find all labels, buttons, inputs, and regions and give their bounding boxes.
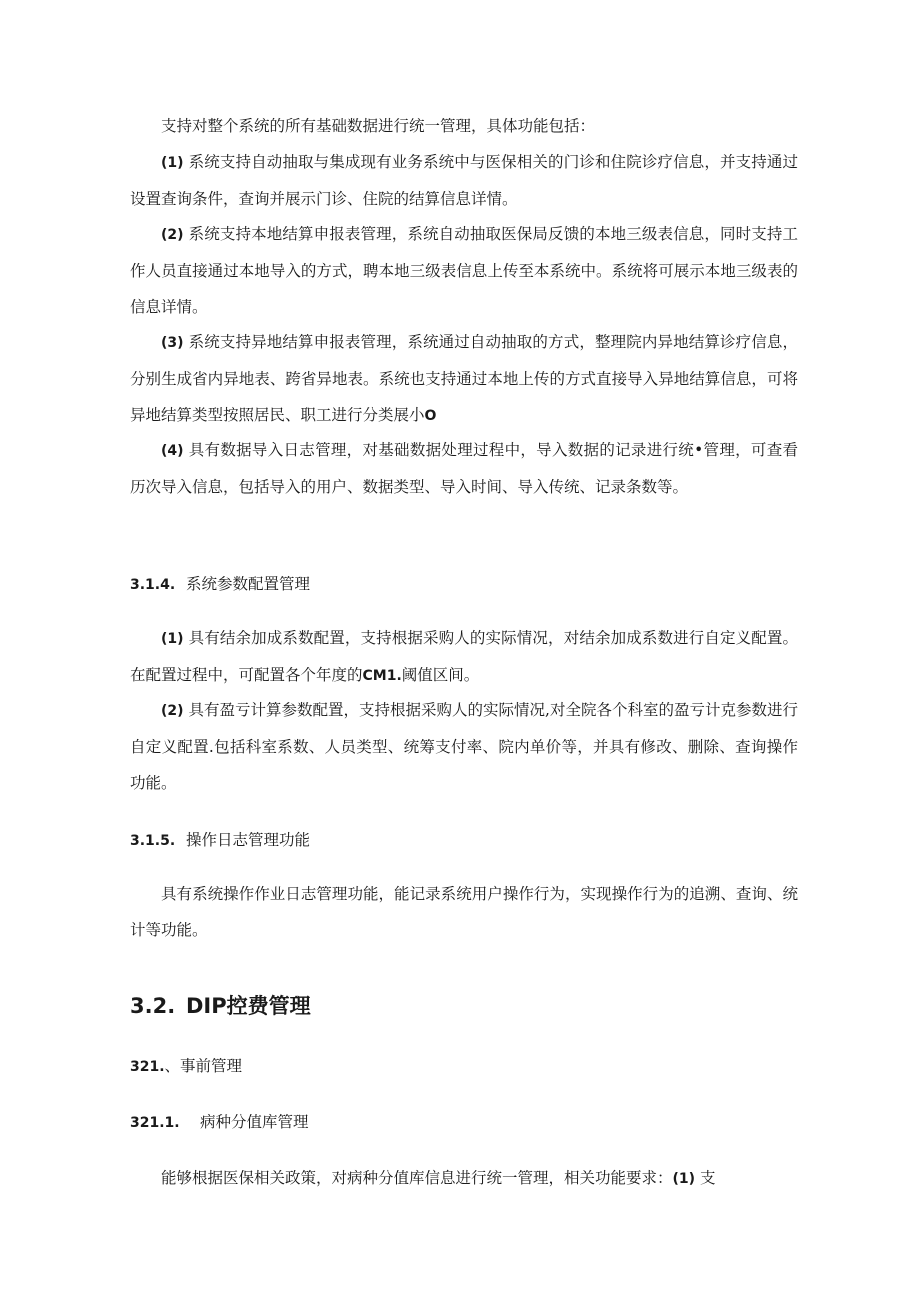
heading-3-2-1-1 (130, 1110, 309, 1132)
intro-paragraph (130, 108, 798, 144)
item-3-paragraph (130, 324, 798, 434)
heading-3-1-5 (130, 828, 310, 850)
paragraph-text: 具有系统操作作业日志管理功能，能记录系统用户操作行为，实现操作行为的追溯、查询、统计等功能。 (130, 885, 798, 939)
item-marker: (3) (161, 335, 184, 351)
heading-number: 3.2. (130, 994, 176, 1018)
item-text: 具有数据导入日志管理，对基础数据处理过程中，导入数据的记录进行统•管理，可查看历次导入信息，包括导入的用户、数据类型、导入时间、导入传统、记录条数等。 (130, 441, 798, 496)
heading-3-2 (130, 990, 311, 1020)
heading-title: 系统参数配置管理 (186, 575, 311, 593)
item-text: 具有结余加成系数配置，支持根据采购人的实际情况，对结余加成系数进行自定义配置。在配置过程中，可配置各个年度的 (130, 629, 798, 684)
item-marker: (4) (161, 443, 184, 459)
heading-number: 321.1. (130, 1115, 180, 1131)
log-paragraph (130, 876, 798, 948)
heading-title: DIP控费管理 (186, 994, 311, 1018)
param-item-1-paragraph (130, 620, 798, 694)
heading-number: 3.1.4. (130, 577, 176, 593)
heading-3-2-1 (130, 1054, 242, 1076)
paragraph-tail: 支 (700, 1169, 716, 1187)
heading-number: 321. (130, 1059, 165, 1075)
intro-text: 支持对整个系统的所有基础数据进行统一管理，具体功能包括： (161, 117, 596, 135)
item-4-paragraph (130, 432, 798, 505)
item-tail: O (424, 408, 437, 424)
heading-title: 病种分值库管理 (200, 1113, 309, 1131)
disease-score-paragraph (130, 1160, 798, 1197)
item-2-paragraph (130, 216, 798, 325)
paragraph-text: 能够根据医保相关政策，对病种分值库信息进行统一管理，相关功能要求： (161, 1169, 673, 1187)
heading-3-1-4 (130, 572, 310, 594)
item-marker: (1) (161, 631, 184, 647)
item-text: 系统支持本地结算申报表管理，系统自动抽取医保局反馈的本地三级表信息，同时支持工作人员直接通过本地导入的方式，聘本地三级表信息上传至本系统中。系统将可展示本地三级表的信息详情。 (130, 225, 798, 316)
heading-title: 操作日志管理功能 (186, 831, 311, 849)
item-text: 系统支持自动抽取与集成现有业务系统中与医保相关的门诊和住院诊疗信息，并支持通过设置查询条件，查询并展示门诊、住院的结算信息详情。 (130, 153, 798, 208)
item-marker: (1) (672, 1171, 696, 1187)
heading-number: 3.1.5. (130, 833, 176, 849)
item-text: 具有盈亏计算参数配置，支持根据采购人的实际情况,对全院各个科室的盈亏计克参数进行自定义配置.包括科室系数、人员类型、统筹支付率、院内单价等，并具有修改、删除、查询操作功能。 (130, 701, 798, 792)
param-item-2-paragraph (130, 692, 798, 801)
item-text-continued: 阈值区间。 (401, 666, 480, 684)
heading-title: 、事前管理 (164, 1057, 243, 1075)
item-text: 系统支持异地结算申报表管理，系统通过自动抽取的方式，整理院内异地结算诊疗信息，分别生成省内异地表、跨省异地表。系统也支持通过本地上传的方式直接导入异地结算信息，可将异地结算类型按照居民、职工进行分类展小 (130, 333, 798, 424)
item-bold-term: CM1. (362, 668, 402, 684)
item-1-paragraph (130, 144, 798, 217)
item-marker: (1) (161, 155, 184, 171)
item-marker: (2) (161, 227, 184, 243)
item-marker: (2) (161, 703, 184, 719)
